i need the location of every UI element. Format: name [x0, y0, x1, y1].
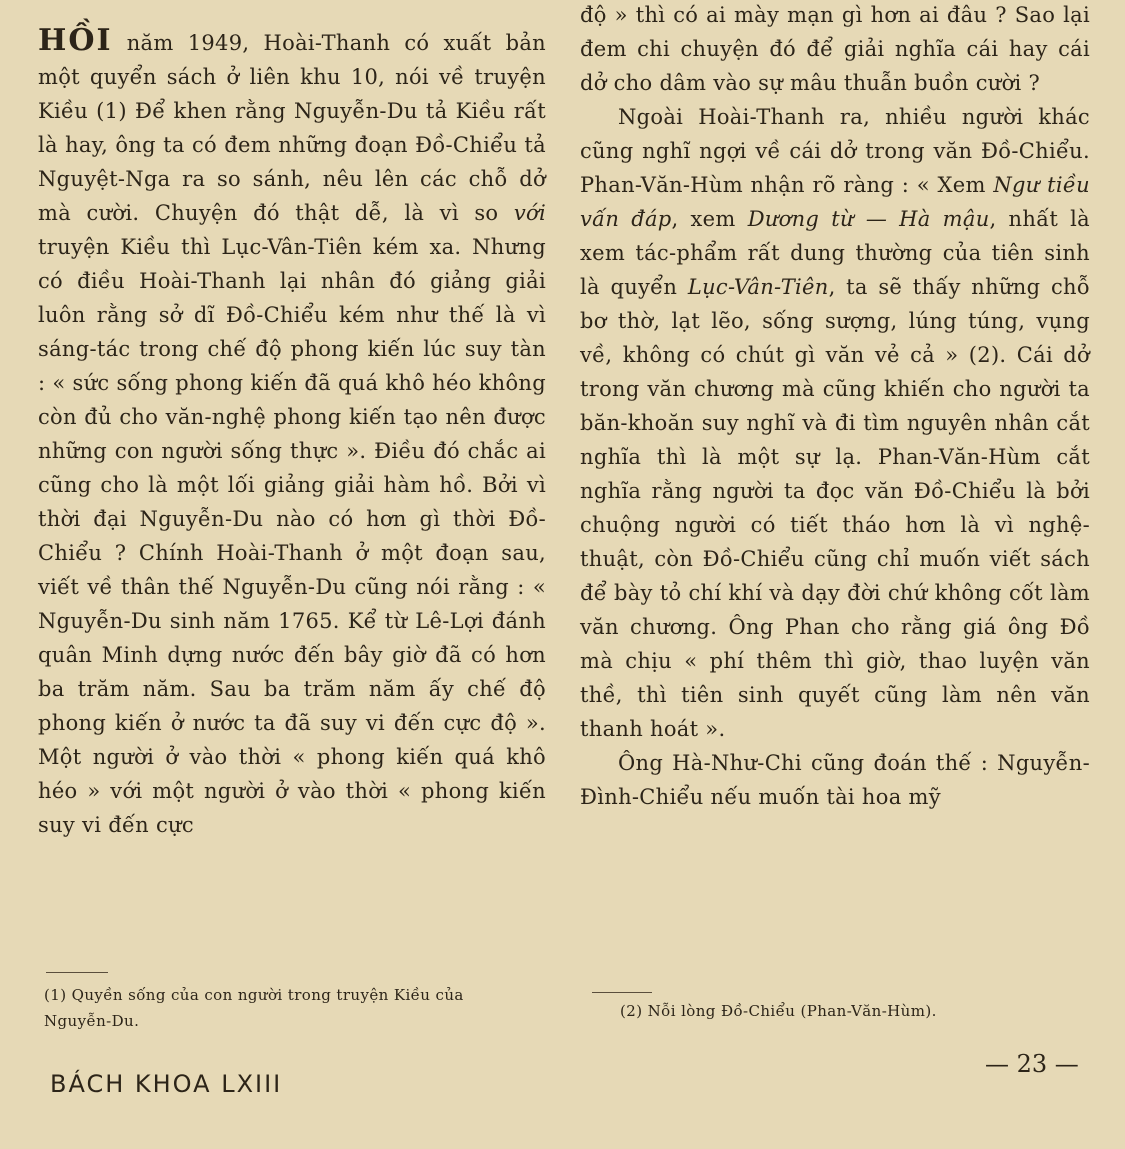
drop-cap: HỒI [38, 23, 113, 58]
left-emphasis: với [513, 201, 546, 225]
left-footnote-rule [46, 972, 108, 973]
page-number: — 23 — [985, 1050, 1079, 1078]
left-column [38, 24, 546, 842]
right-footnote: (2) Nỗi lòng Đồ-Chiểu (Phan-Văn-Hùm). [620, 1002, 937, 1020]
left-paragraph [38, 24, 546, 842]
left-rest-text: truyện Kiều thì Lục-Vân-Tiên kém xa. Nhưng có điều Hoài-Thanh lại nhân đó giảng giải luôn rằng sở dĩ Đồ-Chiểu kém như thế là vì sáng-tác trong chế độ phong kiến lúc suy tàn : « sức sống phong kiến đã quá khô héo không còn đủ cho văn-nghệ phong kiến tạo nên được những con người sống thực ». Điều đó chắc ai cũng cho là một lối giảng giải hàm hồ. Bởi vì thời đại Nguyễn-Du nào có hơn gì thời Đồ-Chiểu ? Chính Hoài-Thanh ở một đoạn sau, viết về thân thế Nguyễn-Du cũng nói rằng : « Nguyễn-Du sinh năm 1765. Kể từ Lê-Lợi đánh quân Minh dựng nước đến bây giờ đã có hơn ba trăm năm. Sau ba trăm năm ấy chế độ phong kiến ở nước ta đã suy vi đến cực độ ». Một người ở vào thời « phong kiến quá khô héo » với một người ở vào thời « phong kiến suy vi đến cực [38, 235, 546, 837]
title-duong-tu-ha-mau: Dương từ — Hà mậu [747, 207, 990, 231]
left-lead-text: năm 1949, Hoài-Thanh có xuất bản một quyển sách ở liên khu 10, nói về truyện Kiều (1) Để khen rằng Nguyễn-Du tả Kiều rất là hay, ông ta có đem những đoạn Đồ-Chiểu tả Nguyệt-Nga ra so sánh, nêu lên các chỗ dở mà cười. Chuyện đó thật dễ, là vì so [38, 31, 546, 225]
right-paragraph-3: Ông Hà-Như-Chi cũng đoán thế : Nguyễn-Đình-Chiểu nếu muốn tài hoa mỹ [580, 751, 1090, 809]
magazine-name: BÁCH KHOA LXIII [50, 1070, 283, 1098]
title-luc-van-tien: Lục-Vân-Tiên [687, 275, 829, 299]
title-ngu-tieu-van-dap: Ngư tiều vấn đáp [580, 173, 1090, 231]
right-p2-text-b: , xem [671, 207, 748, 231]
right-paragraph-1: độ » thì có ai mày mạn gì hơn ai đâu ? Sao lại đem chi chuyện đó để giải nghĩa cái hay cái dở cho dâm vào sự mâu thuẫn buồn cười ? [580, 3, 1090, 95]
right-paragraph-2 [580, 100, 1090, 746]
right-p2-text-d: , ta sẽ thấy những chỗ bơ thờ, lạt lẽo, sống sượng, lúng túng, vụng về, không có chút gì văn vẻ cả » (2). Cái dở trong văn chương mà cũng khiến cho người ta băn-khoăn suy nghĩ và đi tìm nguyên nhân cắt nghĩa thì là một sự lạ. Phan-Văn-Hùm cắt nghĩa rằng người ta đọc văn Đồ-Chiểu là bởi chuộng người có tiết tháo hơn là vì nghệ-thuật, còn Đồ-Chiểu cũng chỉ muốn viết sách để bày tỏ chí khí và dạy đời chứ không cốt làm văn chương. Ông Phan cho rằng giá ông Đồ mà chịu « phí thêm thì giờ, thao luyện văn thề, thì tiên sinh quyết cũng làm nên văn thanh hoát ». [580, 275, 1090, 741]
right-footnote-rule [592, 992, 652, 993]
right-column [580, 0, 1090, 814]
right-p2-text-a: Ngoài Hoài-Thanh ra, nhiều người khác cũng nghĩ ngợi về cái dở trong văn Đồ-Chiểu. Phan-Văn-Hùm nhận rõ ràng : « Xem [580, 105, 1090, 197]
right-p2-text-c: , nhất là xem tác-phẩm rất dung thường của tiên sinh là quyển [580, 207, 1090, 299]
left-footnote: (1) Quyền sống của con người trong truyện Kiều của Nguyễn-Du. [44, 986, 464, 1030]
